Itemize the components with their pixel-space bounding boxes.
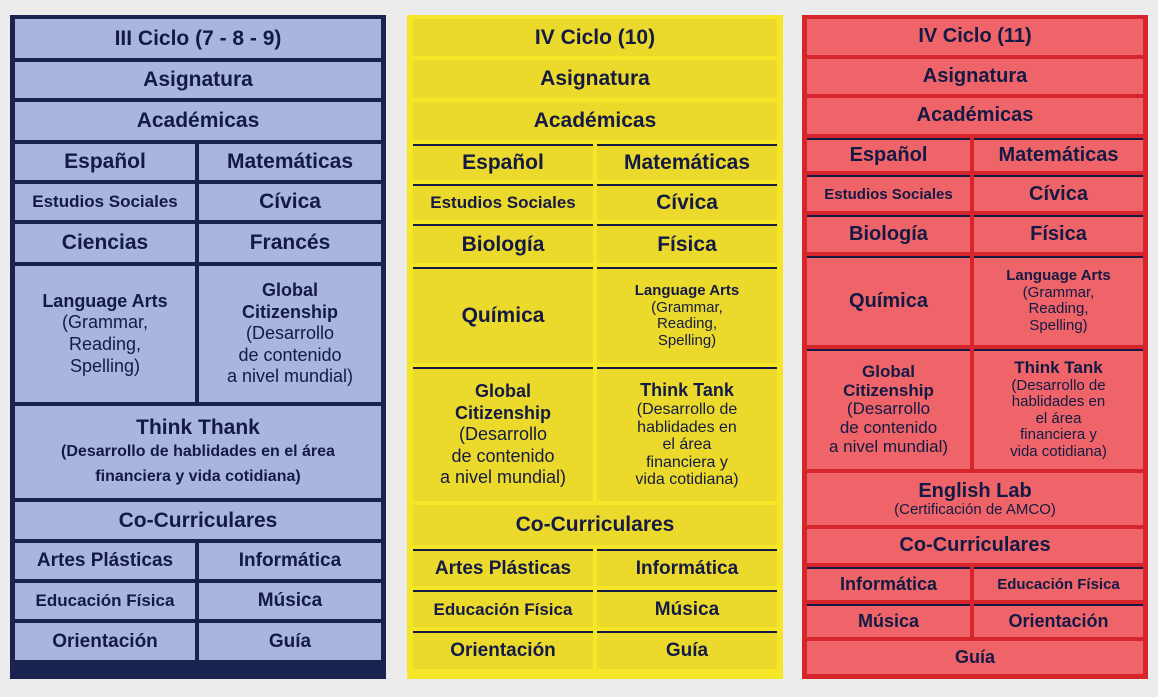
subject-biologia: Biología [413, 224, 593, 263]
global-citizenship-detail: a nivel mundial) [828, 436, 949, 456]
subject-estudios-sociales: Estudios Sociales [413, 184, 593, 220]
think-tank-detail: financiera y [1020, 426, 1097, 444]
think-tank-detail: hablidades en [1011, 393, 1106, 411]
subject-row [807, 138, 1143, 172]
subject-educacion-fisica: Educación Física [413, 590, 593, 627]
cocurricular-row [15, 583, 381, 619]
subject-language-arts [974, 256, 1143, 345]
subject-quimica: Química [413, 267, 593, 363]
cocurricular-row [15, 623, 381, 660]
language-arts-title: Language Arts [1006, 267, 1111, 285]
subject-orientacion: Orientación [413, 631, 593, 669]
cocurricular-row [807, 604, 1143, 638]
english-lab-detail: (Certificación de AMCO) [894, 500, 1056, 518]
global-citizenship-detail: (Desarrollo [245, 323, 335, 344]
subject-row [413, 267, 777, 363]
subject-educacion-fisica: Educación Física [974, 567, 1143, 600]
subject-think-tank [597, 367, 777, 501]
column-iii-ciclo [10, 15, 386, 679]
column-iv-ciclo-11 [802, 15, 1148, 679]
subject-artes-plasticas: Artes Plásticas [15, 543, 195, 579]
subject-espanol: Español [807, 138, 970, 172]
think-thank-detail: financiera y vida cotidiana) [95, 467, 301, 485]
academicas-header: Académicas [807, 98, 1143, 134]
subject-global-citizenship [413, 367, 593, 501]
think-tank-detail: el área [662, 436, 712, 454]
co-curriculares-header: Co-Curriculares [15, 502, 381, 539]
subject-row [15, 144, 381, 180]
global-citizenship-detail: (Desarrollo [458, 424, 548, 445]
subject-row [15, 184, 381, 220]
think-tank-detail: hablidades en [637, 418, 737, 436]
think-thank-title: Think Thank [136, 415, 260, 439]
global-citizenship-detail: de contenido [238, 344, 342, 365]
subject-educacion-fisica: Educación Física [15, 583, 195, 619]
subject-row [15, 266, 381, 402]
subject-row [807, 175, 1143, 211]
subject-matematicas: Matemáticas [199, 144, 381, 180]
think-tank-title: Think Tank [640, 380, 734, 401]
subject-fisica: Física [597, 224, 777, 263]
subject-musica: Música [807, 604, 970, 638]
column-iv-ciclo-10 [407, 15, 783, 679]
co-curriculares-header: Co-Curriculares [807, 529, 1143, 564]
subject-musica: Música [199, 583, 381, 619]
global-citizenship-title: Global [474, 381, 531, 402]
language-arts-detail: Spelling) [1029, 316, 1088, 334]
language-arts-title: Language Arts [42, 290, 168, 311]
english-lab-title: English Lab [918, 479, 1032, 502]
subject-language-arts [15, 266, 195, 402]
subject-quimica: Química [807, 256, 970, 345]
asignatura-header: Asignatura [413, 60, 777, 98]
language-arts-detail: (Grammar, [61, 312, 148, 333]
subject-global-citizenship [199, 266, 381, 402]
global-citizenship-detail: a nivel mundial) [226, 366, 354, 387]
subject-informatica: Informática [199, 543, 381, 579]
language-arts-detail: (Grammar, [651, 298, 723, 316]
subject-espanol: Español [413, 144, 593, 180]
subject-biologia: Biología [807, 215, 970, 252]
subject-frances: Francés [199, 224, 381, 262]
subject-guia: Guía [199, 623, 381, 660]
subject-row [807, 349, 1143, 470]
language-arts-detail: Spelling) [69, 355, 141, 376]
think-tank-detail: vida cotidiana) [635, 471, 739, 489]
subject-civica: Cívica [597, 184, 777, 220]
subject-row [413, 224, 777, 263]
column-title: IV Ciclo (11) [807, 19, 1143, 55]
global-citizenship-title: Global [261, 280, 318, 301]
subject-matematicas: Matemáticas [597, 144, 777, 180]
global-citizenship-detail: de contenido [839, 418, 938, 438]
subject-orientacion: Orientación [15, 623, 195, 660]
global-citizenship-detail: a nivel mundial) [439, 467, 567, 488]
think-tank-detail: vida cotidiana) [1010, 442, 1107, 460]
subject-think-tank [974, 349, 1143, 470]
subject-row [807, 256, 1143, 345]
global-citizenship-title: Citizenship [454, 402, 551, 423]
global-citizenship-detail: (Desarrollo [846, 399, 931, 419]
think-tank-detail: (Desarrollo de [636, 400, 738, 418]
subject-artes-plasticas: Artes Plásticas [413, 549, 593, 586]
global-citizenship-detail: de contenido [451, 445, 555, 466]
subject-fisica: Física [974, 215, 1143, 252]
language-arts-detail: Reading, [68, 334, 142, 354]
subject-language-arts [597, 267, 777, 363]
academicas-header: Académicas [15, 102, 381, 140]
subject-guia: Guía [807, 641, 1143, 674]
academicas-header: Académicas [413, 102, 777, 140]
cocurricular-row [15, 543, 381, 579]
think-tank-detail: (Desarrollo de [1011, 376, 1106, 394]
asignatura-header: Asignatura [807, 59, 1143, 95]
think-tank-detail: financiera y [646, 453, 728, 471]
asignatura-header: Asignatura [15, 62, 381, 98]
global-citizenship-title: Citizenship [241, 301, 338, 322]
subject-civica: Cívica [199, 184, 381, 220]
subject-musica: Música [597, 590, 777, 627]
co-curriculares-header: Co-Curriculares [413, 505, 777, 545]
think-tank-detail: el área [1035, 409, 1082, 427]
subject-row [807, 215, 1143, 252]
language-arts-title: Language Arts [634, 282, 740, 299]
subject-row [413, 144, 777, 180]
subject-orientacion: Orientación [974, 604, 1143, 638]
subject-estudios-sociales: Estudios Sociales [15, 184, 195, 220]
think-tank-title: Think Tank [1014, 358, 1103, 378]
cocurricular-row [413, 631, 777, 669]
subject-informatica: Informática [597, 549, 777, 586]
global-citizenship-title: Citizenship [843, 380, 934, 400]
language-arts-detail: Reading, [656, 315, 718, 332]
subject-informatica: Informática [807, 567, 970, 600]
subject-guia: Guía [597, 631, 777, 669]
language-arts-detail: (Grammar, [1022, 283, 1095, 301]
subject-global-citizenship [807, 349, 970, 470]
subject-english-lab [807, 473, 1143, 524]
subject-matematicas: Matemáticas [974, 138, 1143, 172]
cocurricular-row [807, 567, 1143, 600]
subject-ciencias: Ciencias [15, 224, 195, 262]
global-citizenship-title: Global [862, 362, 915, 382]
subject-civica: Cívica [974, 175, 1143, 211]
cocurricular-row [413, 590, 777, 627]
language-arts-detail: Spelling) [657, 331, 717, 349]
subject-think-thank [15, 406, 381, 498]
subject-espanol: Español [15, 144, 195, 180]
language-arts-detail: Reading, [1028, 300, 1089, 318]
think-thank-detail: (Desarrollo de hablidades en el área [61, 442, 335, 460]
subject-row [413, 367, 777, 501]
column-title: III Ciclo (7 - 8 - 9) [15, 19, 381, 58]
subject-estudios-sociales: Estudios Sociales [807, 175, 970, 211]
subject-row [15, 224, 381, 262]
subject-row [413, 184, 777, 220]
cocurricular-row [413, 549, 777, 586]
column-title: IV Ciclo (10) [413, 19, 777, 56]
